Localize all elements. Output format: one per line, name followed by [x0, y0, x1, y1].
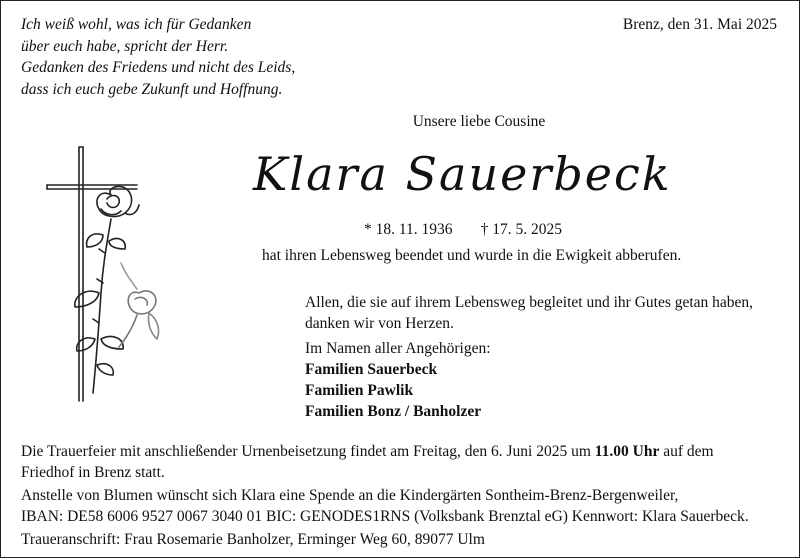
passing-text: hat ihren Lebensweg beendet und wurde in die Ewigkeit abberufen. — [262, 247, 682, 264]
verse-line: Ich weiß wohl, was ich für Gedanken — [21, 16, 252, 33]
verse-line: über euch habe, spricht der Herr. — [21, 37, 229, 55]
place-date: Brenz, den 31. Mai 2025 — [622, 16, 777, 33]
thanks-message — [305, 292, 753, 334]
verse-line: Gedanken des Friedens und nicht des Leids, — [21, 59, 296, 76]
bible-verse — [21, 14, 295, 100]
service-details — [21, 442, 786, 551]
intro-text: Unsere liebe Cousine — [412, 113, 546, 130]
verse-line: dass ich euch gebe Zukunft und Hoffnung. — [21, 80, 283, 98]
ceremony-text: Die Trauerfeier mit anschließender Urnenbeisetzung findet am Freitag, den 6. Juni 2025 um — [21, 443, 595, 460]
thanks-line: Allen, die sie auf ihrem Lebensweg begleitet und ihr Gutes getan haben, — [305, 294, 754, 311]
ceremony-location: Friedhof in Brenz statt. — [21, 463, 165, 481]
mourning-address: Traueranschrift: Frau Rosemarie Banholzer, Erminger Weg 60, 89077 Ulm — [21, 531, 485, 548]
family-name: Familien Bonz / Banholzer — [305, 403, 482, 420]
ceremony-line — [21, 442, 786, 463]
donation-line: Anstelle von Blumen wünscht sich Klara eine Spende an die Kindergärten Sontheim-Brenz-Bergenweiler, — [21, 487, 679, 504]
cross-with-roses-icon — [41, 143, 171, 413]
life-dates — [364, 221, 562, 239]
death-date: † 17. 5. 2025 — [480, 221, 562, 238]
family-name: Familien Sauerbeck — [305, 361, 438, 378]
bank-details: IBAN: DE58 6006 9527 0067 3040 01 BIC: GENODES1RNS (Volksbank Brenztal eG) Kennwort: Klara Sauerbeck. — [21, 507, 749, 525]
ceremony-time: 11.00 Uhr — [594, 443, 660, 460]
thanks-line: danken wir von Herzen. — [305, 315, 454, 332]
family-name: Familien Pawlik — [305, 382, 414, 399]
ceremony-text-end: auf dem — [659, 443, 714, 460]
deceased-name: Klara Sauerbeck — [253, 147, 672, 201]
mourners-block — [305, 338, 491, 422]
birth-date: * 18. 11. 1936 — [364, 221, 453, 238]
mourners-intro: Im Namen aller Angehörigen: — [305, 340, 491, 357]
